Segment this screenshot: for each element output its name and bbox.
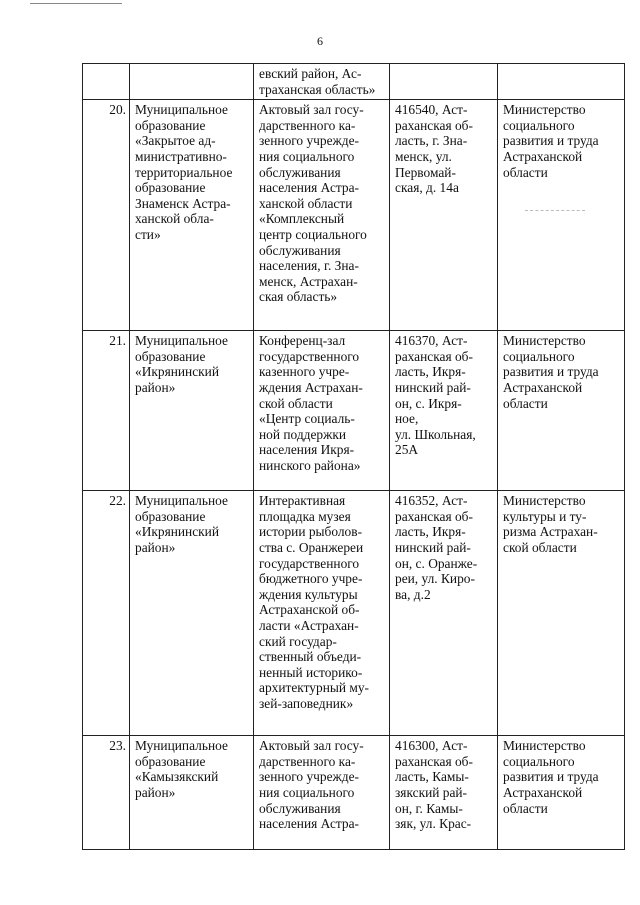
municipality-cell: Муниципальное образование «Икрянинский район» <box>130 331 254 491</box>
row-number: 21. <box>83 331 130 491</box>
scan-mark <box>525 210 585 211</box>
venue-cell: евский район, Ас- траханская область» <box>254 64 390 100</box>
venue-cell: Актовый зал госу- дарственного ка- зенного учрежде- ния социального обслуживания населения Астра- <box>254 736 390 850</box>
table-row <box>83 331 625 491</box>
venue-cell: Конференц-зал государственного казенного учре- ждения Астрахан- ской области «Центр социаль- ной поддержки населения Икря- нинского района» <box>254 331 390 491</box>
row-number: 23. <box>83 736 130 850</box>
ministry-cell <box>498 64 625 100</box>
row-number <box>83 64 130 100</box>
page-number: 6 <box>317 34 323 48</box>
address-cell: 416370, Аст- раханская об- ласть, Икря- нинский рай- он, с. Икря- ное, ул. Школьная, 25А <box>390 331 498 491</box>
address-cell <box>390 64 498 100</box>
municipality-cell: Муниципальное образование «Камызякский район» <box>130 736 254 850</box>
venues-table <box>82 63 625 850</box>
row-number: 20. <box>83 100 130 331</box>
top-edge-mark <box>30 3 122 4</box>
ministry-cell: Министерство социального развития и труда Астраханской области <box>498 736 625 850</box>
ministry-cell <box>498 100 625 331</box>
table-row <box>83 736 625 850</box>
ministry-text: Министерство социального развития и труда Астраханской области <box>503 102 599 180</box>
address-cell: 416540, Аст- раханская об- ласть, г. Зна- менск, ул. Первомай- ская, д. 14а <box>390 100 498 331</box>
table-row <box>83 100 625 331</box>
table-row <box>83 491 625 736</box>
municipality-cell: Муниципальное образование «Икрянинский район» <box>130 491 254 736</box>
table-row <box>83 64 625 100</box>
address-cell: 416352, Аст- раханская об- ласть, Икря- нинский рай- он, с. Оранже- реи, ул. Киро- ва, д.2 <box>390 491 498 736</box>
address-cell: 416300, Аст- раханская об- ласть, Камы- зякский рай- он, г. Камы- зяк, ул. Крас- <box>390 736 498 850</box>
municipality-cell <box>130 64 254 100</box>
venue-cell: Актовый зал госу- дарственного ка- зенного учрежде- ния социального обслуживания населения Астра- ханской области «Комплексный центр социального обслуживания населения, г. Зна- менск, Астрахан- ская область» <box>254 100 390 331</box>
ministry-cell: Министерство социального развития и труда Астраханской области <box>498 331 625 491</box>
ministry-cell: Министерство культуры и ту- ризма Астрахан- ской области <box>498 491 625 736</box>
row-number: 22. <box>83 491 130 736</box>
venue-cell: Интерактивная площадка музея истории рыболов- ства с. Оранжереи государственного бюджетного учре- ждения культуры Астраханской об- ласти «Астрахан- ский государ- ственный объеди- ненный историко- архитектурный му- зей-заповедник» <box>254 491 390 736</box>
municipality-cell: Муниципальное образование «Закрытое ад- министративно- территориальное образование Знаменск Астра- ханской обла- сти» <box>130 100 254 331</box>
